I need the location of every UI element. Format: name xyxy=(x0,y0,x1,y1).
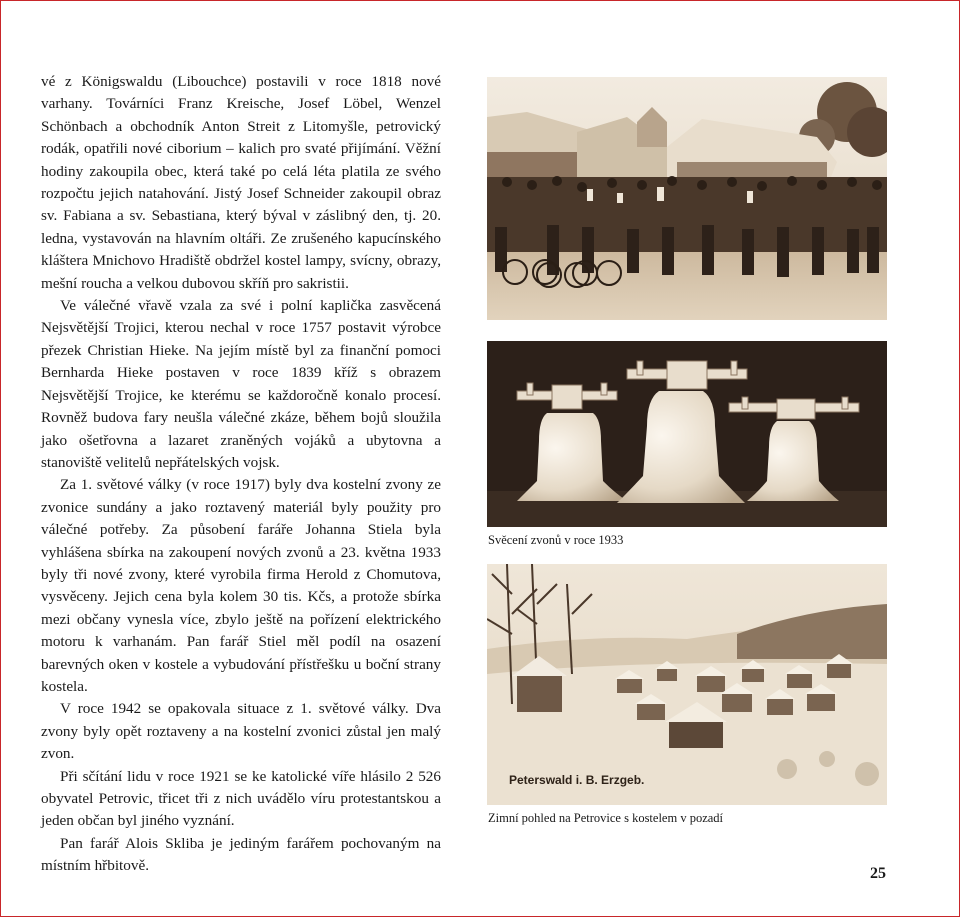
winter-caption: Zimní pohled na Petrovice s kostelem v pozadí xyxy=(488,811,724,825)
paragraph-2: Ve válečné vřavě vzala za své i polní kaplička zasvěcená Nejsvětější Trojici, kterou nechal v roce 1757 postavit výrobce přezek Christian Hieke. Na jejím místě byl za finanční pomoci Bernharda Hieke postaven v roce 1839 kříž s obrazem Nejsvětější Trojice, ke kterému se každoročně konalo procesí. Rovněž budova fary neušla válečné zkáze, během bojů sloužila jako ošetřovna a lazaret zraněných vojáků a ubytovna a stanoviště velitelů nepřátelských vojsk. xyxy=(41,297,441,471)
winter-view-photo xyxy=(487,564,887,805)
paragraph-4: V roce 1942 se opakovala situace z 1. světové války. Dva zvony byly opět roztaveny a na kostelní zvonici zůstal jen malý zvon. xyxy=(41,700,441,763)
paragraph-5: Při sčítání lidu v roce 1921 se ke katolické víře hlásilo 2 526 obyvatel Petrovic, třicet tři z nich uvádělo víru protestantskou a jeden občan byl jiného vyznání. xyxy=(41,767,441,830)
paragraph-3: Za 1. světové války (v roce 1917) byly dva kostelní zvony ze zvonice sundány a jako roztavený materiál byly použity pro válečné potřeby. Za působení faráře Johanna Stiela byla vyhlášena sbírka na zakoupení nových zvonů a 23. května 1933 byly tři nové zvony, které vyrobila firma Herold z Chomutova, vysvěceny. Jejich cena byla kolem 30 tis. Kčs, a protože sbírka mezi občany vynesla více, zbylo ještě na pořízení elektrického motoru k varhanám. Pan farář Stiel měl podíl na osazení barevných oken v kostele a vybudování přístřešku u boční strany kostela. xyxy=(41,476,441,695)
photo-inscription: Peterswald i. B. Erzgeb. xyxy=(509,773,645,787)
bells-photo xyxy=(487,341,887,527)
body-text-column xyxy=(41,71,441,878)
page-number: 25 xyxy=(870,865,886,882)
paragraph-6: Pan farář Alois Skliba je jediným farářem pochovaným na místním hřbitově. xyxy=(41,834,441,875)
bells-caption: Svěcení zvonů v roce 1933 xyxy=(488,533,624,547)
procession-photo xyxy=(487,77,887,320)
paragraph-1: vé z Königswaldu (Libouchce) postavili v roce 1818 nové varhany. Továrníci Franz Kreische, Josef Löbel, Wenzel Schönbach a obchodník Anton Streit z Litomyšle, petrovický rodák, opatřili nové ciborium – kalich pro svaté přijímání. Věžní hodiny zakoupila obec, která také po celá léta platila ze svého rozpočtu jejich natahování. Jistý Josef Schneider zakoupil obraz sv. Fabiana a sv. Sebastiana, který býval v záslibný den, tj. 20. ledna, vystavován na hlavním oltáři. Ze zrušeného kapucínského kláštera Mnichovo Hradiště obdržel kostel lampy, svícny, obrazy, mešní roucha a velkou dubovou skříň pro sakristii. xyxy=(41,73,441,292)
